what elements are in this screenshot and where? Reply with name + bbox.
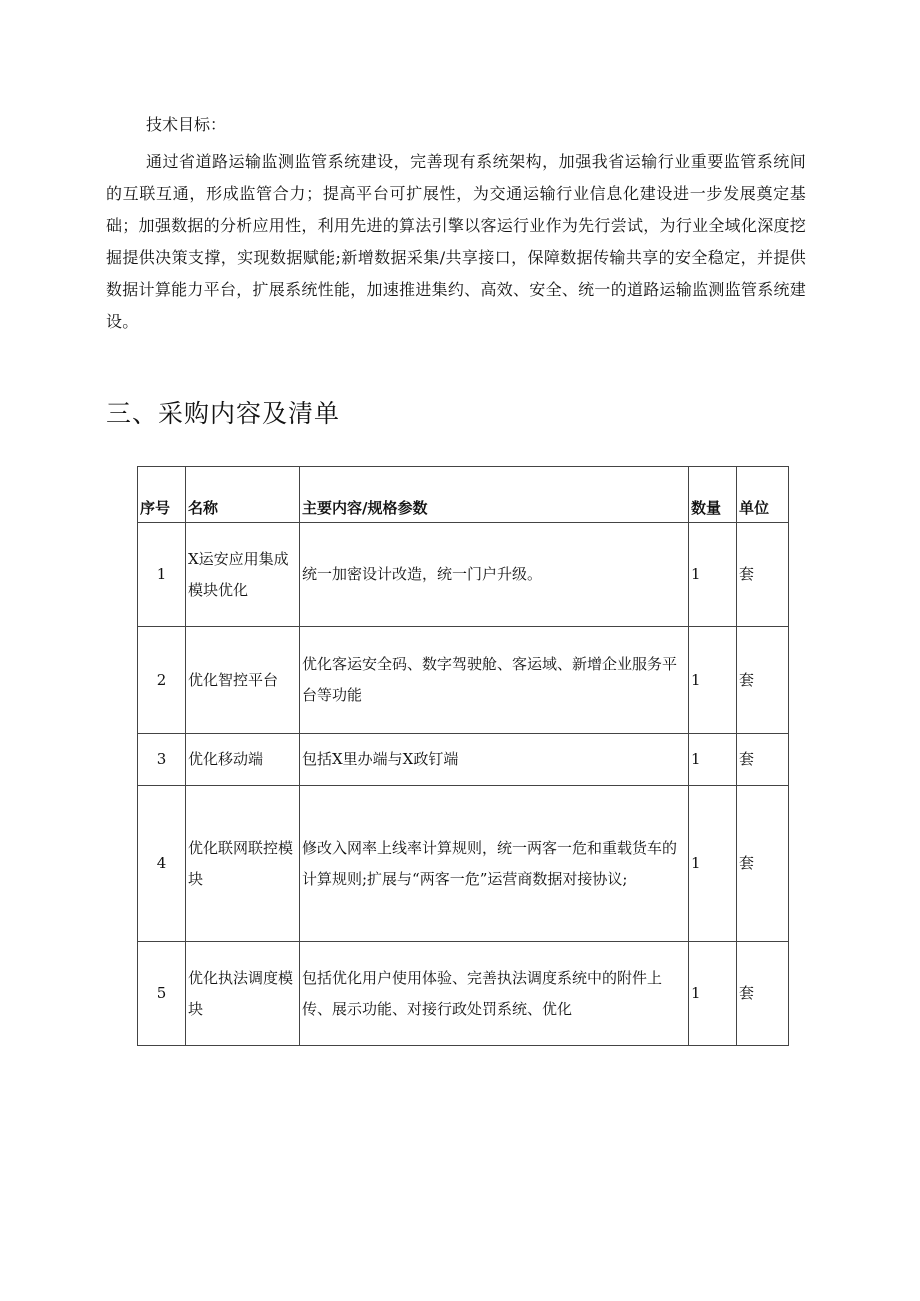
cell-qty: 1 [689, 523, 737, 627]
cell-seq: 3 [138, 734, 186, 786]
table-row [138, 523, 789, 627]
header-unit: 单位 [737, 467, 789, 523]
cell-seq: 5 [138, 942, 186, 1046]
cell-seq: 1 [138, 523, 186, 627]
cell-unit: 套 [737, 942, 789, 1046]
cell-content: 包括优化用户使用体验、完善执法调度系统中的附件上传、展示功能、对接行政处罚系统、优化 [300, 942, 689, 1046]
cell-content: 修改入网率上线率计算规则，统一两客一危和重载货车的计算规则;扩展与“两客一危”运营商数据对接协议; [300, 786, 689, 942]
table-row [138, 627, 789, 734]
cell-name: 优化联网联控模块 [186, 786, 300, 942]
cell-content: 包括X里办端与X政钉端 [300, 734, 689, 786]
cell-unit: 套 [737, 786, 789, 942]
cell-qty: 1 [689, 786, 737, 942]
body-paragraph: 通过省道路运输监测监管系统建设，完善现有系统架构，加强我省运输行业重要监管系统间的互联互通，形成监管合力；提高平台可扩展性，为交通运输行业信息化建设进一步发展奠定基础；加强数据的分析应用性，利用先进的算法引擎以客运行业作为先行尝试，为行业全域化深度挖掘提供决策支撑，实现数据赋能;新增数据采集/共享接口，保障数据传输共享的安全稳定，并提供数据计算能力平台，扩展系统性能，加速推进集约、高效、安全、统一的道路运输监测监管系统建设。 [106, 152, 806, 331]
cell-name: 优化智控平台 [186, 627, 300, 734]
header-content: 主要内容/规格参数 [300, 467, 689, 523]
header-qty: 数量 [689, 467, 737, 523]
cell-unit: 套 [737, 627, 789, 734]
cell-qty: 1 [689, 734, 737, 786]
cell-content: 统一加密设计改造，统一门户升级。 [300, 523, 689, 627]
cell-qty: 1 [689, 627, 737, 734]
table-row [138, 734, 789, 786]
cell-name: X运安应用集成模块优化 [186, 523, 300, 627]
cell-name: 优化执法调度模块 [186, 942, 300, 1046]
cell-unit: 套 [737, 523, 789, 627]
cell-unit: 套 [737, 734, 789, 786]
header-name: 名称 [186, 467, 300, 523]
procurement-table [137, 466, 789, 1046]
cell-seq: 4 [138, 786, 186, 942]
section-label: 技术目标： [146, 115, 227, 134]
table-row [138, 942, 789, 1046]
table-header-row [138, 467, 789, 523]
table-row [138, 786, 789, 942]
cell-content: 优化客运安全码、数字驾驶舱、客运域、新增企业服务平台等功能 [300, 627, 689, 734]
header-seq: 序号 [138, 467, 186, 523]
cell-seq: 2 [138, 627, 186, 734]
cell-qty: 1 [689, 942, 737, 1046]
cell-name: 优化移动端 [186, 734, 300, 786]
section-heading: 三、采购内容及清单 [106, 399, 341, 428]
